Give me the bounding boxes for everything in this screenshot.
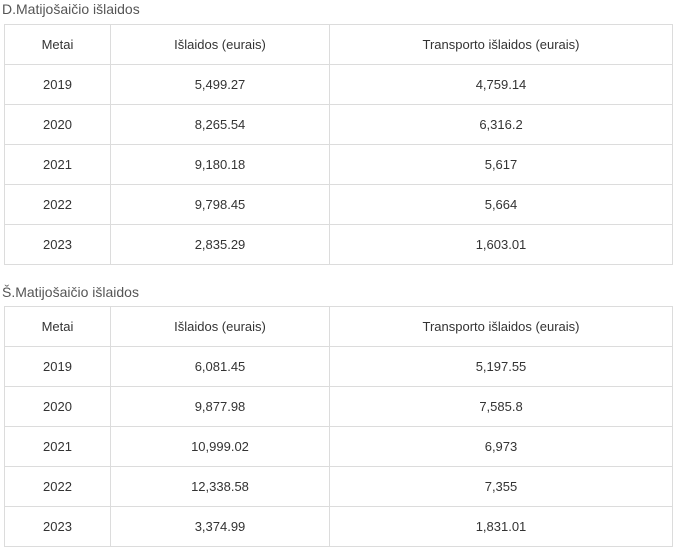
expenses-table-1 bbox=[4, 24, 673, 265]
year-cell: 2020 bbox=[5, 105, 111, 145]
expenses-cell: 3,374.99 bbox=[111, 507, 330, 547]
table-row bbox=[5, 387, 673, 427]
column-header-expenses: Išlaidos (eurais) bbox=[111, 307, 330, 347]
table-header-row bbox=[5, 307, 673, 347]
expenses-table-2 bbox=[4, 306, 673, 547]
table-row bbox=[5, 145, 673, 185]
table-header-row bbox=[5, 25, 673, 65]
column-header-expenses: Išlaidos (eurais) bbox=[111, 25, 330, 65]
table-row bbox=[5, 65, 673, 105]
table-row bbox=[5, 225, 673, 265]
transport-expenses-cell: 6,973 bbox=[330, 427, 673, 467]
table-row bbox=[5, 467, 673, 507]
year-cell: 2022 bbox=[5, 467, 111, 507]
transport-expenses-cell: 5,617 bbox=[330, 145, 673, 185]
transport-expenses-cell: 7,355 bbox=[330, 467, 673, 507]
expenses-cell: 9,180.18 bbox=[111, 145, 330, 185]
table-row bbox=[5, 427, 673, 467]
year-cell: 2019 bbox=[5, 65, 111, 105]
expenses-cell: 12,338.58 bbox=[111, 467, 330, 507]
year-cell: 2019 bbox=[5, 347, 111, 387]
expenses-cell: 9,798.45 bbox=[111, 185, 330, 225]
table-row bbox=[5, 185, 673, 225]
table-1-title: D.Matijošaičio išlaidos bbox=[2, 1, 140, 17]
expenses-cell: 9,877.98 bbox=[111, 387, 330, 427]
transport-expenses-cell: 7,585.8 bbox=[330, 387, 673, 427]
year-cell: 2022 bbox=[5, 185, 111, 225]
transport-expenses-cell: 4,759.14 bbox=[330, 65, 673, 105]
transport-expenses-cell: 5,197.55 bbox=[330, 347, 673, 387]
year-cell: 2023 bbox=[5, 507, 111, 547]
transport-expenses-cell: 6,316.2 bbox=[330, 105, 673, 145]
column-header-year: Metai bbox=[5, 25, 111, 65]
year-cell: 2020 bbox=[5, 387, 111, 427]
column-header-transport-expenses: Transporto išlaidos (eurais) bbox=[330, 307, 673, 347]
expenses-cell: 5,499.27 bbox=[111, 65, 330, 105]
transport-expenses-cell: 1,831.01 bbox=[330, 507, 673, 547]
year-cell: 2021 bbox=[5, 427, 111, 467]
transport-expenses-cell: 5,664 bbox=[330, 185, 673, 225]
table-row bbox=[5, 347, 673, 387]
expenses-cell: 6,081.45 bbox=[111, 347, 330, 387]
column-header-transport-expenses: Transporto išlaidos (eurais) bbox=[330, 25, 673, 65]
table-row bbox=[5, 105, 673, 145]
year-cell: 2023 bbox=[5, 225, 111, 265]
expenses-cell: 8,265.54 bbox=[111, 105, 330, 145]
transport-expenses-cell: 1,603.01 bbox=[330, 225, 673, 265]
expenses-cell: 10,999.02 bbox=[111, 427, 330, 467]
column-header-year: Metai bbox=[5, 307, 111, 347]
expenses-cell: 2,835.29 bbox=[111, 225, 330, 265]
year-cell: 2021 bbox=[5, 145, 111, 185]
table-2-title: Š.Matijošaičio išlaidos bbox=[2, 284, 139, 300]
table-row bbox=[5, 507, 673, 547]
